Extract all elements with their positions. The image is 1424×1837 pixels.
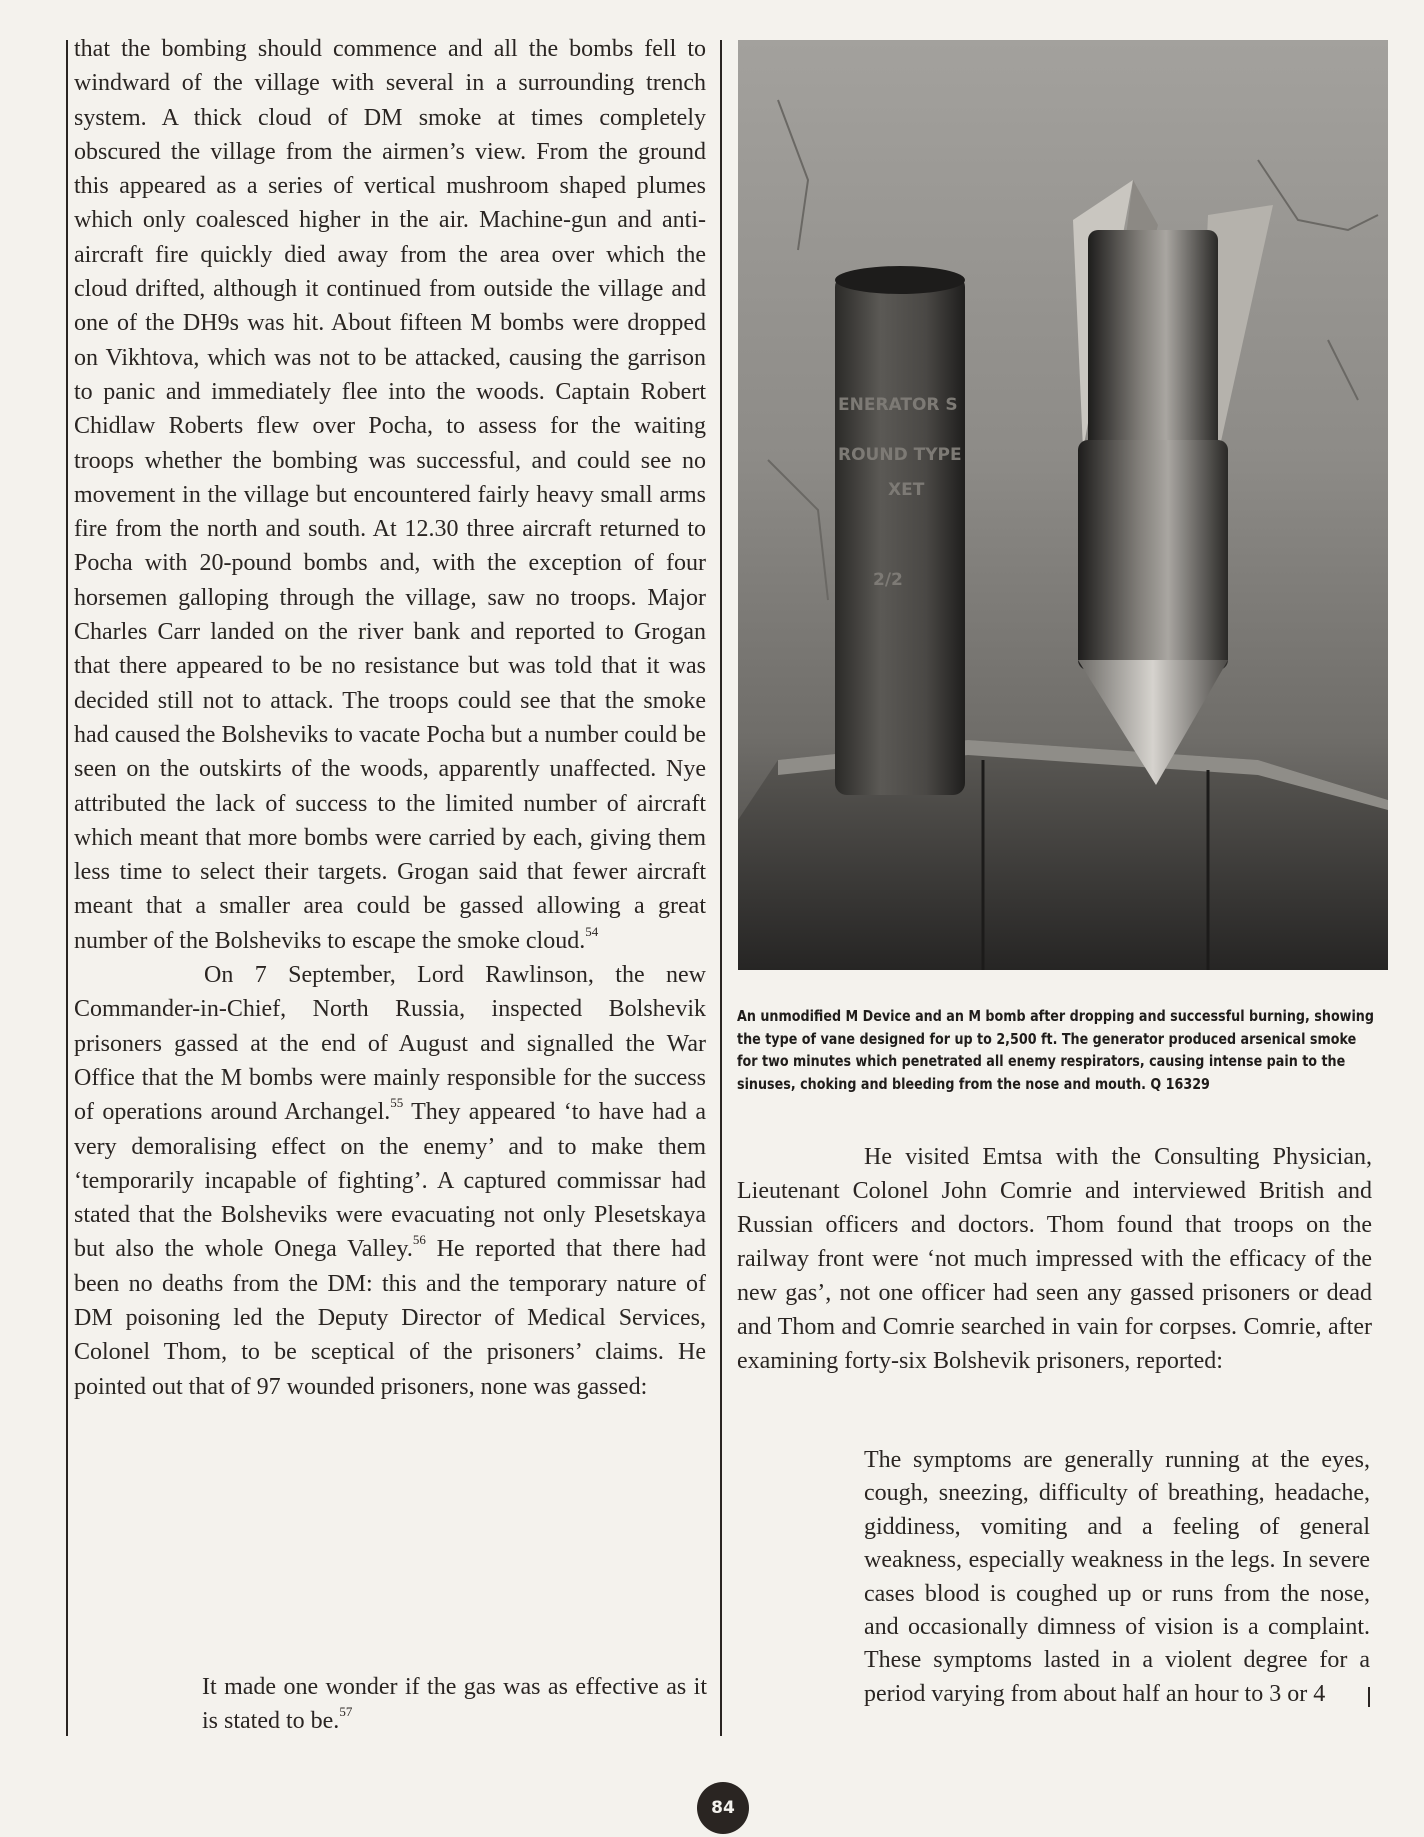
- left-paragraph-2: On 7 September, Lord Rawlinson, the new Commander-in-Chief, North Russia, inspected Bolshevik prisoners gassed at the end of August and signalled the War Office that the M bombs were mainly responsible for the success of operations around Archangel.$^{55}$ They appeared ‘to have had a very demoralising effect on the enemy’ and to make them ‘temporarily incapable of fighting’. A captured commissar had stated that the Bolsheviks were evacuating not only Plesetskaya but also the whole Onega Valley.$^{56}$ He reported that there had been no deaths from the DM: this and the temporary nature of DM poisoning led the Deputy Director of Medical Services, Colonel Thom, to be sceptical of the prisoners’ claims. He pointed out that of 97 wounded prisoners, none was gassed:: [74, 962, 707, 1400]
- center-column-rule: [720, 40, 722, 1736]
- svg-text:ENERATOR S: ENERATOR S: [838, 395, 958, 415]
- right-block-quote: The symptoms are generally running at the eyes, cough, sneezing, difficulty of breathing, headache, giddiness, vomiting and a feeling of general weakness, especially weakness in the legs. In severe cases blood is coughed up or runs from the nose, and occasionally dimness of vision is a complaint. These symptoms lasted in a violent degree for a period varying from about half an hour to 3 or 4: [864, 1447, 1370, 1707]
- can-lid: [835, 266, 965, 294]
- footnote-54: 54: [585, 923, 599, 939]
- photo-caption: [737, 1006, 1374, 1096]
- footnote-57: 57: [339, 1704, 353, 1719]
- footnote-55: 55: [390, 1095, 404, 1111]
- m-bomb-body: [1078, 440, 1228, 670]
- left-column-rule: [66, 40, 68, 1736]
- left-block-quote: It made one wonder if the gas was as effective as it is stated to be.$^{57}$: [202, 1674, 707, 1734]
- svg-text:ROUND TYPE: ROUND TYPE: [838, 445, 962, 465]
- caption-line: An unmodified M Device and an M bomb after dropping and successful burning, showing: [737, 1008, 1374, 1025]
- right-column: [737, 1140, 1372, 1378]
- caption-line: the type of vane designed for up to 2,500 ft. The generator produced arsenical smoke: [737, 1030, 1357, 1048]
- caption-line: sinuses, choking and bleeding from the nose and mouth. Q 16329: [737, 1075, 1210, 1093]
- m-bomb-tail-section: [1088, 230, 1218, 460]
- caption-line: for two minutes which penetrated all enemy respirators, causing intense pain to the: [737, 1053, 1346, 1070]
- photo-illustration: [738, 40, 1388, 970]
- m-device-generator-can: [835, 275, 965, 795]
- photo-m-device-and-m-bomb: [738, 40, 1388, 970]
- svg-text:2/2: 2/2: [873, 570, 903, 590]
- left-column: [74, 32, 706, 1404]
- page-number-badge: 84: [697, 1782, 749, 1834]
- svg-text:XET: XET: [888, 480, 925, 500]
- right-paragraph-1: He visited Emtsa with the Consulting Physician, Lieutenant Colonel John Comrie and interviewed British and Russian officers and doctors. Thom found that troops on the railway front were ‘not much impressed with the efficacy of the new gas’, not one officer had seen any gassed prisoners or dead and Thom and Comrie searched in vain for corpses. Comrie, after examining forty-six Bolshevik prisoners, reported:: [737, 1144, 1372, 1374]
- left-paragraph-1: that the bombing should commence and all the bombs fell to windward of the village with several in a surrounding trench system. A thick cloud of DM smoke at times completely obscured the village from the airmen’s view. From the ground this appeared as a series of vertical mushroom shaped plumes which only coalesced higher in the air. Machine-gun and anti-aircraft fire quickly died away from the area over which the cloud drifted, although it continued from outside the village and one of the DH9s was hit. About fifteen M bombs were dropped on Vikhtova, which was not to be attacked, causing the garrison to panic and immediately flee into the woods. Captain Robert Chidlaw Roberts flew over Pocha, to assess for the waiting troops whether the bombing was successful, and could see no movement in the village but encountered fairly heavy small arms fire from the north and south. At 12.30 three aircraft returned to Pocha with 20-pound bombs and, with the exception of four horsemen galloping through the village, saw no troops. Major Charles Carr landed on the river bank and reported to Grogan that there appeared to be no resistance but was told that it was decided still not to attack. The troops could see that the smoke had caused the Bolsheviks to vacate Pocha but a number could be seen on the outskirts of the woods, apparently unaffected. Nye attributed the lack of success to the limited number of aircraft which meant that more bombs were carried by each, giving them less time to select their targets. Grogan said that fewer aircraft meant that a smaller area could be gassed allowing a great number of the Bolsheviks to escape the smoke cloud.$^{54}$: [74, 36, 706, 954]
- footnote-56: 56: [412, 1232, 426, 1248]
